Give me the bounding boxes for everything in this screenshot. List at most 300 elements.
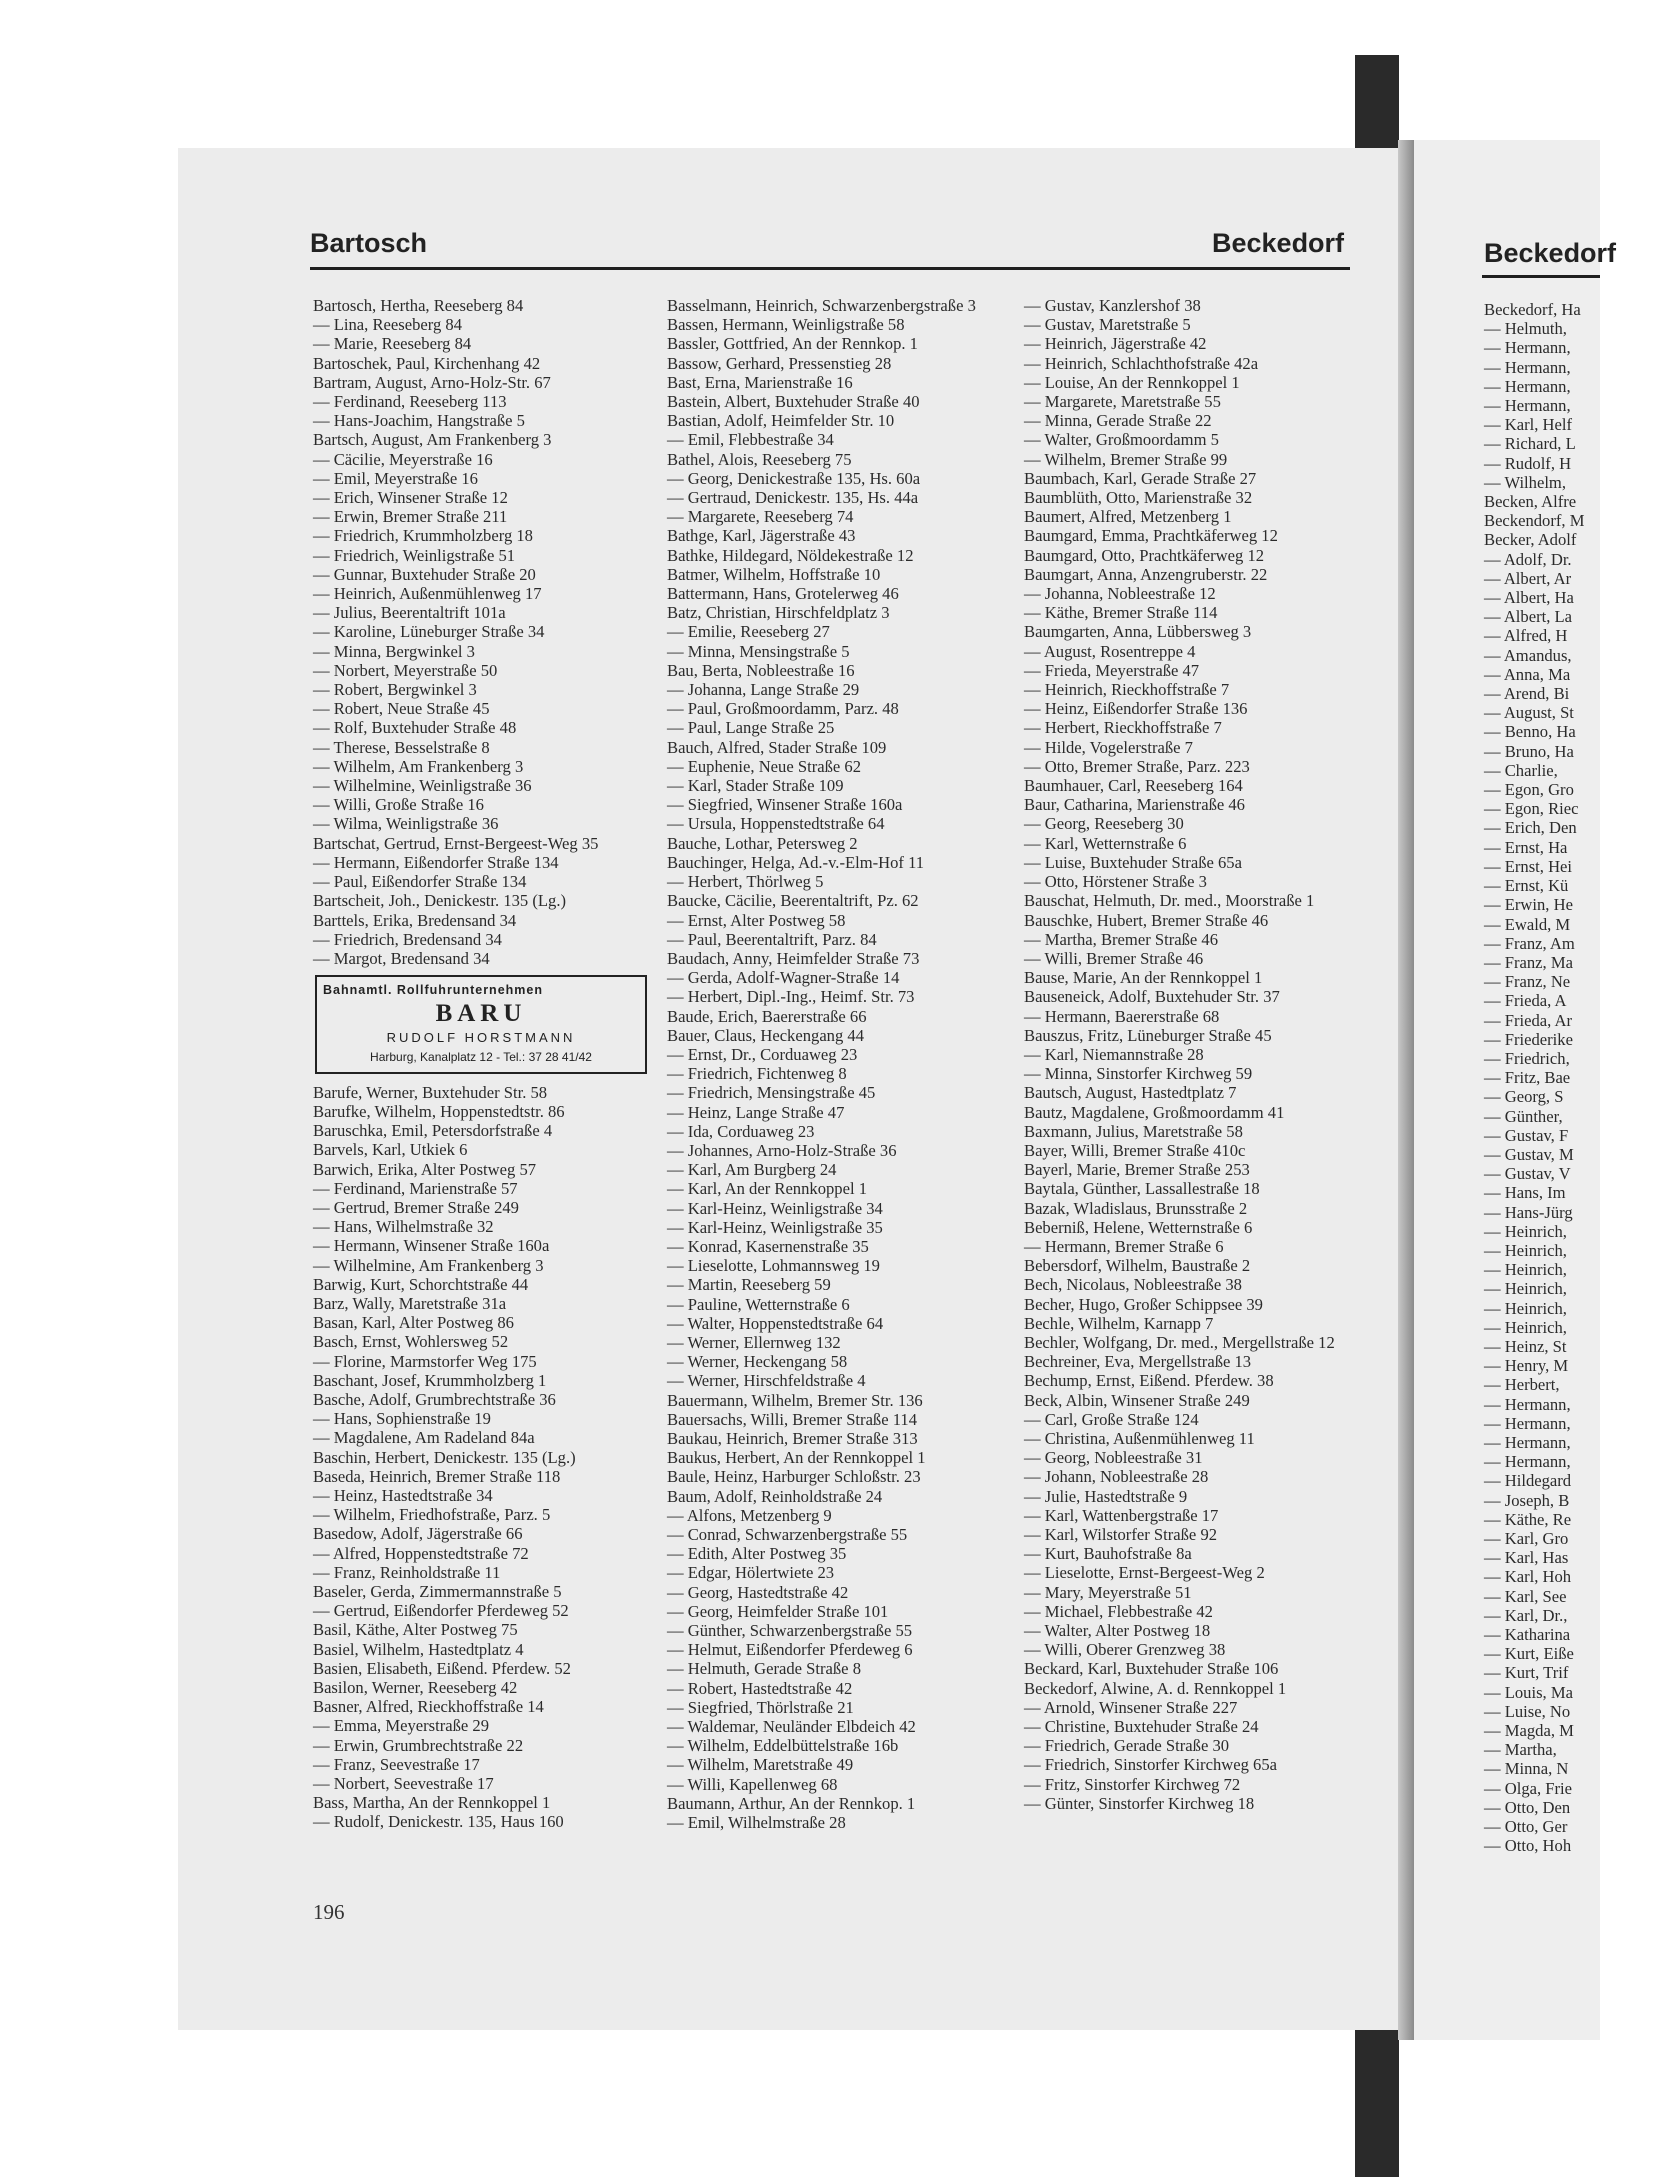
directory-entry: — Emil, Flebbestraße 34: [667, 430, 834, 450]
directory-entry: — Albert, Ar: [1484, 568, 1572, 588]
directory-entry: — Margot, Bredensand 34: [313, 948, 490, 968]
directory-entry: — Kurt, Trif: [1484, 1663, 1569, 1683]
header-rule: [310, 267, 1350, 270]
directory-entry: — Ernst, Alter Postweg 58: [667, 910, 846, 930]
directory-entry: Bauersachs, Willi, Bremer Straße 114: [667, 1409, 918, 1429]
directory-entry: — Käthe, Re: [1484, 1509, 1572, 1529]
directory-entry: — Willi, Oberer Grenzweg 38: [1024, 1640, 1226, 1660]
directory-entry: Bartram, August, Arno-Holz-Str. 67: [313, 372, 551, 392]
directory-entry: Barwich, Erika, Alter Postweg 57: [313, 1159, 537, 1179]
directory-entry: — Frieda, Ar: [1484, 1010, 1573, 1030]
directory-entry: — Friedrich, Krummholzberg 18: [313, 526, 533, 546]
directory-entry: — Lieselotte, Lohmannsweg 19: [667, 1256, 880, 1276]
directory-entry: — Käthe, Bremer Straße 114: [1024, 603, 1218, 623]
directory-entry: — Johannes, Arno-Holz-Straße 36: [667, 1140, 897, 1160]
directory-entry: — Erwin, Bremer Straße 211: [313, 507, 508, 527]
directory-entry: — Karl, Hoh: [1484, 1567, 1572, 1587]
directory-entry: — Heinz, Eißendorfer Straße 136: [1024, 699, 1248, 719]
directory-entry: — Minna, Sinstorfer Kirchweg 59: [1024, 1064, 1253, 1084]
directory-entry: — Franz, Seevestraße 17: [313, 1754, 480, 1774]
directory-entry: — Euphenie, Neue Straße 62: [667, 756, 861, 776]
directory-entry: — Charlie,: [1484, 760, 1558, 780]
directory-entry: Bassow, Gerhard, Pressenstieg 28: [667, 353, 892, 373]
directory-entry: — Minna, N: [1484, 1759, 1569, 1779]
running-head-next-page: Beckedorf: [1484, 238, 1617, 268]
directory-entry: — Martin, Reeseberg 59: [667, 1275, 831, 1295]
directory-entry: — Robert, Bergwinkel 3: [313, 680, 477, 700]
ad-brand-name: BARU: [435, 1000, 527, 1028]
directory-entry: — Helmuth, Gerade Straße 8: [667, 1659, 861, 1679]
directory-entry: — Willi, Große Straße 16: [313, 795, 484, 815]
directory-entry: — Franz, Ne: [1484, 972, 1571, 992]
directory-entry: — Hans, Wilhelmstraße 32: [313, 1217, 494, 1237]
directory-entry: — Egon, Gro: [1484, 780, 1574, 800]
directory-entry: — Erich, Den: [1484, 818, 1577, 838]
directory-entry: — Bruno, Ha: [1484, 741, 1574, 761]
directory-entry: — Wilhelm, Am Frankenberg 3: [313, 756, 524, 776]
directory-entry: — Ewald, M: [1484, 914, 1571, 934]
directory-entry: — Karl, Wilstorfer Straße 92: [1024, 1525, 1218, 1544]
directory-entry: — Heinrich,: [1484, 1240, 1567, 1260]
directory-entry: — Wilhelm, Bremer Straße 99: [1024, 449, 1228, 469]
directory-entry: — Paul, Eißendorfer Straße 134: [313, 872, 527, 892]
directory-entry: Basche, Adolf, Grumbrechtstraße 36: [313, 1389, 556, 1409]
directory-entry: — Mary, Meyerstraße 51: [1024, 1582, 1192, 1602]
directory-entry: — Ernst, Dr., Corduaweg 23: [667, 1044, 858, 1064]
directory-entry: — Heinrich, Rieckhoffstraße 7: [1024, 680, 1230, 700]
directory-entry: — Friederike: [1484, 1029, 1573, 1049]
directory-entry: Barufe, Werner, Buxtehuder Str. 58: [313, 1082, 548, 1102]
directory-entry: — Karl, Has: [1484, 1548, 1569, 1568]
directory-entry: Basselmann, Heinrich, Schwarzenbergstraße 3: [667, 296, 976, 315]
directory-entry: Beckendorf, M: [1484, 511, 1585, 531]
directory-entry: Baumert, Alfred, Metzenberg 1: [1024, 507, 1232, 527]
directory-entry: — Karl, Stader Straße 109: [667, 776, 844, 796]
directory-entry: — Emma, Meyerstraße 29: [313, 1716, 490, 1736]
directory-entry: Bechump, Ernst, Eißend. Pferdew. 38: [1024, 1371, 1274, 1391]
directory-entry: Bechler, Wolfgang, Dr. med., Mergellstraße 12: [1024, 1332, 1335, 1352]
directory-entry: — Wilhelm, Friedhofstraße, Parz. 5: [313, 1505, 551, 1525]
directory-entry: — Julius, Beerentaltrift 101a: [313, 603, 506, 623]
directory-entry: — Margarete, Reeseberg 74: [667, 507, 854, 527]
directory-entry: Basil, Käthe, Alter Postweg 75: [313, 1620, 518, 1640]
directory-entry: — Christina, Außenmühlenweg 11: [1024, 1428, 1255, 1448]
directory-entry: — Rudolf, H: [1484, 453, 1572, 473]
directory-column-1: [313, 296, 647, 1832]
directory-entry: — Fritz, Bae: [1484, 1068, 1571, 1088]
directory-entry: Bauche, Lothar, Petersweg 2: [667, 833, 858, 853]
directory-entry: — Herbert, Thörlweg 5: [667, 872, 824, 892]
directory-entry: Bathke, Hildegard, Nöldekestraße 12: [667, 545, 914, 565]
directory-entry: — Egon, Riec: [1484, 799, 1579, 819]
directory-entry: — Erwin, He: [1484, 895, 1573, 915]
directory-entry: — Arend, Bi: [1484, 684, 1570, 704]
directory-entry: — Günther, Schwarzenbergstraße 55: [667, 1621, 913, 1641]
directory-entry: — Heinrich,: [1484, 1279, 1567, 1299]
directory-entry: — Hermann,: [1484, 338, 1571, 358]
directory-entry: Bartschat, Gertrud, Ernst-Bergeest-Weg 35: [313, 833, 599, 853]
directory-entry: — Hans-Joachim, Hangstraße 5: [313, 411, 525, 431]
directory-entry: Bass, Martha, An der Rennkoppel 1: [313, 1793, 551, 1813]
directory-entry: Bauch, Alfred, Stader Straße 109: [667, 737, 887, 757]
directory-entry: — Hermann,: [1484, 396, 1571, 416]
directory-entry: Baseler, Gerda, Zimmermannstraße 5: [313, 1582, 562, 1601]
directory-entry: — Heinz, St: [1484, 1336, 1567, 1356]
directory-entry: — Kurt, Bauhofstraße 8a: [1024, 1544, 1192, 1564]
directory-entry: — Gertraud, Denickestr. 135, Hs. 44a: [667, 488, 919, 508]
directory-entry: — Christine, Buxtehuder Straße 24: [1024, 1717, 1259, 1737]
directory-entry: — Fritz, Sinstorfer Kirchweg 72: [1024, 1774, 1241, 1794]
directory-entry: Bauchinger, Helga, Ad.-v.-Elm-Hof 11: [667, 852, 925, 872]
directory-entry: — Alfred, Hoppenstedtstraße 72: [313, 1543, 529, 1563]
directory-entry: — Heinz, Hastedtstraße 34: [313, 1485, 493, 1505]
directory-entry: Barufke, Wilhelm, Hoppenstedtstr. 86: [313, 1101, 565, 1121]
directory-entry: Baxmann, Julius, Maretstraße 58: [1024, 1121, 1243, 1141]
directory-entry: — Gerda, Adolf-Wagner-Straße 14: [667, 968, 900, 988]
directory-entry: Bau, Berta, Nobleestraße 16: [667, 660, 855, 680]
directory-entry: — August, St: [1484, 703, 1574, 723]
directory-entry: — Otto, Den: [1484, 1797, 1571, 1817]
directory-entry: — Joseph, B: [1484, 1490, 1570, 1510]
directory-entry: — Franz, Reinholdstraße 11: [313, 1562, 501, 1582]
directory-entry: — Lieselotte, Ernst-Bergeest-Weg 2: [1024, 1563, 1265, 1583]
directory-entry: Beckard, Karl, Buxtehuder Straße 106: [1024, 1659, 1279, 1679]
directory-entry: — Minna, Bergwinkel 3: [313, 641, 475, 661]
directory-entry: — Otto, Ger: [1484, 1817, 1568, 1837]
directory-entry: — Martha, Bremer Straße 46: [1024, 929, 1218, 949]
directory-entry: — Alfons, Metzenberg 9: [667, 1505, 832, 1525]
directory-entry: Bartsch, August, Am Frankenberg 3: [313, 430, 552, 450]
directory-entry: Baucke, Cäcilie, Beerentaltrift, Pz. 62: [667, 891, 919, 911]
directory-entry: — Herbert, Dipl.-Ing., Heimf. Str. 73: [667, 987, 915, 1007]
directory-entry: — Werner, Hirschfeldstraße 4: [667, 1371, 866, 1391]
directory-entry: — Hilde, Vogelerstraße 7: [1024, 737, 1193, 757]
directory-entry: — Adolf, Dr.: [1484, 549, 1572, 569]
directory-entry: Bayerl, Marie, Bremer Straße 253: [1024, 1160, 1250, 1180]
directory-entry: — Henry, M: [1484, 1356, 1569, 1376]
directory-entry: — Edgar, Hölertwiete 23: [667, 1563, 835, 1583]
directory-entry: Bartscheit, Joh., Denickestr. 135 (Lg.): [313, 891, 566, 911]
directory-entry: Baule, Heinz, Harburger Schloßstr. 23: [667, 1467, 921, 1487]
directory-entry: — Otto, Hörstener Straße 3: [1024, 872, 1207, 892]
directory-entry: — Karl, An der Rennkoppel 1: [667, 1179, 868, 1199]
directory-entry: Basner, Alfred, Rieckhoffstraße 14: [313, 1697, 544, 1717]
directory-entry: — Helmuth,: [1484, 319, 1567, 339]
directory-entry: — Magda, M: [1484, 1721, 1574, 1741]
directory-entry: — Hermann, Bremer Straße 6: [1024, 1236, 1224, 1256]
directory-entry: Bechle, Wilhelm, Karnapp 7: [1024, 1313, 1214, 1333]
directory-entry: — Wilhelmine, Weinligstraße 36: [313, 776, 532, 796]
directory-entry: — Conrad, Schwarzenbergstraße 55: [667, 1525, 908, 1544]
directory-entry: — Otto, Hoh: [1484, 1836, 1572, 1856]
directory-entry: Bauermann, Wilhelm, Bremer Str. 136: [667, 1390, 923, 1410]
directory-entry: — Willi, Kapellenweg 68: [667, 1774, 838, 1794]
directory-entry: — Julie, Hastedtstraße 9: [1024, 1486, 1188, 1506]
directory-entry: — Albert, La: [1484, 607, 1573, 627]
directory-entry: Becken, Alfre: [1484, 492, 1577, 512]
directory-entry: — Hans-Jürg: [1484, 1202, 1573, 1222]
directory-column-3: [1024, 296, 1362, 1813]
directory-entry: Baukus, Herbert, An der Rennkoppel 1: [667, 1448, 926, 1468]
directory-entry: Baum, Adolf, Reinholdstraße 24: [667, 1486, 883, 1506]
directory-entry: Baschin, Herbert, Denickestr. 135 (Lg.): [313, 1447, 576, 1467]
directory-entry: — Hermann, Baererstraße 68: [1024, 1006, 1220, 1026]
directory-entry: — Louis, Ma: [1484, 1682, 1573, 1702]
directory-entry: — Ida, Corduaweg 23: [667, 1121, 815, 1141]
directory-entry: — Robert, Hastedtstraße 42: [667, 1678, 853, 1698]
directory-entry: Barwig, Kurt, Schorchtstraße 44: [313, 1274, 529, 1294]
directory-entry: — Karl, Dr.,: [1484, 1605, 1568, 1625]
directory-entry: — Siegfried, Thörlstraße 21: [667, 1697, 854, 1717]
directory-entry: — Margarete, Maretstraße 55: [1024, 392, 1221, 412]
directory-entry: Baruschka, Emil, Petersdorfstraße 4: [313, 1121, 553, 1141]
directory-entry: — Karl, Wetternstraße 6: [1024, 833, 1187, 853]
directory-entry: — Hildegard: [1484, 1471, 1572, 1491]
directory-entry: — Minna, Gerade Straße 22: [1024, 411, 1212, 431]
directory-entry: — Ferdinand, Marienstraße 57: [313, 1178, 518, 1198]
directory-entry: — Olga, Frie: [1484, 1778, 1573, 1798]
directory-entry: — Georg, Heimfelder Straße 101: [667, 1601, 889, 1621]
directory-entry: Bayer, Willi, Bremer Straße 410c: [1024, 1140, 1246, 1160]
directory-entry: — Johanna, Lange Straße 29: [667, 680, 860, 700]
directory-entry: — Albert, Ha: [1484, 588, 1574, 608]
directory-entry: — Walter, Großmoordamm 5: [1024, 430, 1219, 450]
directory-entry: — Gertrud, Bremer Straße 249: [313, 1197, 519, 1217]
directory-entry: Baschant, Josef, Krummholzberg 1: [313, 1370, 547, 1390]
directory-entry: — August, Rosentreppe 4: [1024, 641, 1196, 661]
ad-address: Harburg, Kanalplatz 12 - Tel.: 37 28 41/42: [370, 1049, 592, 1064]
directory-entry: — Konrad, Kasernenstraße 35: [667, 1236, 869, 1256]
directory-entry: Baukau, Heinrich, Bremer Straße 313: [667, 1428, 918, 1448]
directory-entry: — Friedrich, Fichtenweg 8: [667, 1064, 847, 1084]
directory-entry: — Friedrich, Gerade Straße 30: [1024, 1736, 1230, 1756]
ad-owner: RUDOLF HORSTMANN: [386, 1030, 576, 1046]
directory-entry: — Richard, L: [1484, 434, 1576, 454]
directory-entry: — Heinrich,: [1484, 1260, 1567, 1280]
directory-entry: — Georg, S: [1484, 1087, 1564, 1107]
directory-entry: Battermann, Hans, Grotelerweg 46: [667, 584, 899, 604]
directory-entry: — Paul, Lange Straße 25: [667, 718, 835, 738]
directory-entry: Bech, Nicolaus, Nobleestraße 38: [1024, 1275, 1242, 1295]
advertisement-baru: [315, 975, 647, 1074]
directory-entry: — Wilma, Weinligstraße 36: [313, 814, 499, 834]
header-rule-next-page: [1482, 275, 1600, 278]
directory-entry: — Werner, Ellernweg 132: [667, 1332, 841, 1352]
directory-entry: — Friedrich, Weinligstraße 51: [313, 545, 516, 565]
directory-entry: — Heinrich, Außenmühlenweg 17: [313, 584, 542, 604]
directory-entry: — Friedrich,: [1484, 1048, 1570, 1068]
directory-entry: Becker, Adolf: [1484, 530, 1577, 550]
directory-entry: — Wilhelm, Maretstraße 49: [667, 1755, 854, 1775]
directory-entry: — Gustav, Maretstraße 5: [1024, 315, 1191, 335]
directory-entry: — Paul, Beerentaltrift, Parz. 84: [667, 929, 877, 949]
page-number: 196: [313, 1900, 345, 1924]
directory-entry: — Gustav, M: [1484, 1144, 1574, 1164]
directory-entry: — Georg, Hastedtstraße 42: [667, 1582, 849, 1602]
directory-entry: — Hermann, Winsener Straße 160a: [313, 1236, 550, 1256]
directory-entry: Baumgarten, Anna, Lübbersweg 3: [1024, 622, 1252, 642]
directory-entry: — Rolf, Buxtehuder Straße 48: [313, 718, 517, 738]
directory-entry: Baseda, Heinrich, Bremer Straße 118: [313, 1466, 561, 1486]
directory-entry: — Erwin, Grumbrechtstraße 22: [313, 1735, 524, 1755]
directory-entry: — Hermann,: [1484, 1452, 1571, 1472]
directory-entry: — Carl, Große Straße 124: [1024, 1409, 1199, 1429]
directory-entry: — Hermann,: [1484, 376, 1571, 396]
directory-entry: — Anna, Ma: [1484, 664, 1571, 684]
directory-entry: — Louise, An der Rennkoppel 1: [1024, 372, 1240, 392]
directory-entry: — Willi, Bremer Straße 46: [1024, 948, 1204, 968]
directory-entry: — Hermann,: [1484, 1413, 1571, 1433]
directory-entry: — Rudolf, Denickestr. 135, Haus 160: [313, 1812, 564, 1832]
directory-entry: Basch, Ernst, Wohlersweg 52: [313, 1332, 509, 1352]
directory-entry: — Martha,: [1484, 1740, 1557, 1760]
directory-entry: — Waldemar, Neuländer Elbdeich 42: [667, 1717, 916, 1737]
directory-entry: Bebersdorf, Wilhelm, Baustraße 2: [1024, 1256, 1251, 1276]
directory-entry: — Heinrich, Schlachthofstraße 42a: [1024, 353, 1259, 373]
directory-entry: — Wilhelm,: [1484, 472, 1566, 492]
directory-entry: Bautz, Magdalene, Großmoordamm 41: [1024, 1102, 1285, 1122]
directory-entry: Bauschat, Helmuth, Dr. med., Moorstraße 1: [1024, 891, 1315, 911]
directory-entry: Bazak, Wladislaus, Brunsstraße 2: [1024, 1198, 1248, 1218]
directory-entry: — Emilie, Reeseberg 27: [667, 622, 830, 642]
directory-entry: Barttels, Erika, Bredensand 34: [313, 910, 517, 930]
directory-entry: Baumgart, Anna, Anzengruberstr. 22: [1024, 564, 1268, 584]
directory-entry: — Heinz, Lange Straße 47: [667, 1102, 845, 1122]
directory-entry: — Magdalene, Am Radeland 84a: [313, 1428, 535, 1448]
directory-entry: — Katharina: [1484, 1625, 1571, 1645]
running-head-right: Beckedorf: [1212, 228, 1345, 258]
directory-entry: Bechreiner, Eva, Mergellstraße 13: [1024, 1352, 1252, 1372]
directory-entry: — Karl, See: [1484, 1586, 1567, 1606]
directory-entry: — Emil, Meyerstraße 16: [313, 468, 478, 488]
directory-entry: — Gustav, V: [1484, 1164, 1571, 1184]
directory-entry: — Heinrich,: [1484, 1298, 1567, 1318]
directory-entry: — Karl, Gro: [1484, 1529, 1569, 1548]
directory-entry: Baur, Catharina, Marienstraße 46: [1024, 795, 1245, 815]
directory-entry: Beck, Albin, Winsener Straße 249: [1024, 1390, 1250, 1410]
directory-entry: Baytala, Günther, Lassallestraße 18: [1024, 1179, 1260, 1199]
directory-entry: — Norbert, Seevestraße 17: [313, 1774, 494, 1794]
directory-entry: Bathge, Karl, Jägerstraße 43: [667, 526, 856, 546]
directory-entry: — Luise, No: [1484, 1701, 1571, 1721]
directory-entry: — Ernst, Hei: [1484, 856, 1573, 876]
directory-entry: Bauseneick, Adolf, Buxtehuder Str. 37: [1024, 987, 1280, 1007]
directory-entry: — Luise, Buxtehuder Straße 65a: [1024, 852, 1242, 872]
directory-entry: — Werner, Heckengang 58: [667, 1352, 848, 1372]
directory-entry: — Gunnar, Buxtehuder Straße 20: [313, 564, 536, 584]
directory-entry: — Frieda, A: [1484, 991, 1567, 1011]
directory-entry: — Georg, Denickestraße 135, Hs. 60a: [667, 468, 921, 488]
directory-entry: — Günter, Sinstorfer Kirchweg 18: [1024, 1793, 1255, 1813]
running-head-left: Bartosch: [310, 228, 428, 258]
directory-entry: — Marie, Reeseberg 84: [313, 334, 472, 354]
directory-entry: Barvels, Karl, Utkiek 6: [313, 1140, 468, 1160]
directory-entry: — Amandus,: [1484, 645, 1572, 665]
directory-entry: Batz, Christian, Hirschfeldplatz 3: [667, 603, 890, 623]
directory-entry: — Arnold, Winsener Straße 227: [1024, 1697, 1238, 1717]
directory-entry: — Gustav, Kanzlershof 38: [1024, 296, 1201, 315]
directory-entry: Bartosch, Hertha, Reeseberg 84: [313, 296, 524, 315]
directory-entry: — Wilhelm, Eddelbüttelstraße 16b: [667, 1736, 899, 1756]
directory-entry: Bassen, Hermann, Weinligstraße 58: [667, 315, 905, 335]
directory-entry: Bartoschek, Paul, Kirchenhang 42: [313, 353, 541, 373]
directory-entry: — Norbert, Meyerstraße 50: [313, 660, 498, 680]
directory-entry: Basan, Karl, Alter Postweg 86: [313, 1313, 514, 1333]
directory-entry: — Heinrich,: [1484, 1221, 1567, 1241]
directory-entry: — Hermann, Eißendorfer Straße 134: [313, 852, 559, 872]
directory-entry: Batmer, Wilhelm, Hoffstraße 10: [667, 564, 881, 584]
directory-entry: Baumann, Arthur, An der Rennkop. 1: [667, 1793, 916, 1813]
directory-entry: — Ernst, Ha: [1484, 837, 1568, 857]
directory-entry: Baudach, Anny, Heimfelder Straße 73: [667, 948, 920, 968]
directory-entry: Bathel, Alois, Reeseberg 75: [667, 449, 852, 469]
directory-entry: Bast, Erna, Marienstraße 16: [667, 372, 853, 392]
directory-entry: — Ferdinand, Reeseberg 113: [313, 392, 507, 412]
directory-entry: — Karoline, Lüneburger Straße 34: [313, 622, 545, 642]
directory-entry: — Karl, Niemannstraße 28: [1024, 1044, 1204, 1064]
directory-entry: Baude, Erich, Baererstraße 66: [667, 1006, 867, 1026]
directory-entry: — Heinrich,: [1484, 1317, 1567, 1337]
directory-entry: — Otto, Bremer Straße, Parz. 223: [1024, 756, 1250, 776]
directory-entry: — Heinrich, Jägerstraße 42: [1024, 334, 1207, 354]
directory-entry: — Franz, Am: [1484, 933, 1575, 953]
directory-entry: — Paul, Großmoordamm, Parz. 48: [667, 699, 899, 719]
directory-entry: Bauschke, Hubert, Bremer Straße 46: [1024, 910, 1269, 930]
directory-entry: — Friedrich, Mensingstraße 45: [667, 1083, 876, 1103]
directory-entry: — Emil, Wilhelmstraße 28: [667, 1813, 846, 1833]
directory-entry: Baumgard, Otto, Prachtkäferweg 12: [1024, 545, 1265, 565]
directory-entry: Barz, Wally, Maretstraße 31a: [313, 1293, 507, 1313]
directory-entry: — Pauline, Wetternstraße 6: [667, 1294, 850, 1314]
directory-entry: Basiel, Wilhelm, Hastedtplatz 4: [313, 1639, 524, 1659]
directory-entry: — Wilhelmine, Am Frankenberg 3: [313, 1255, 544, 1275]
directory-entry: Becher, Hugo, Großer Schippsee 39: [1024, 1294, 1263, 1314]
directory-entry: Baumgard, Emma, Prachtkäferweg 12: [1024, 526, 1278, 546]
directory-entry: — Kurt, Eiße: [1484, 1644, 1574, 1664]
directory-entry: — Lina, Reeseberg 84: [313, 315, 462, 335]
directory-entry: — Georg, Nobleestraße 31: [1024, 1448, 1203, 1468]
directory-entry: Bause, Marie, An der Rennkoppel 1: [1024, 968, 1263, 988]
directory-entry: — Ursula, Hoppenstedtstraße 64: [667, 814, 885, 834]
directory-entry: Beckedorf, Ha: [1484, 300, 1581, 319]
directory-entry: — Walter, Hoppenstedtstraße 64: [667, 1313, 884, 1333]
directory-entry: Basien, Elisabeth, Eißend. Pferdew. 52: [313, 1658, 571, 1678]
directory-entry: — Karl-Heinz, Weinligstraße 34: [667, 1198, 883, 1218]
directory-entry: — Karl, Helf: [1484, 415, 1573, 435]
directory-entry: — Johann, Nobleestraße 28: [1024, 1467, 1209, 1487]
directory-entry: — Karl-Heinz, Weinligstraße 35: [667, 1217, 883, 1237]
directory-entry: — Herbert, Rieckhoffstraße 7: [1024, 718, 1222, 738]
directory-entry: — Ernst, Kü: [1484, 876, 1569, 896]
directory-entry: — Gertrud, Eißendorfer Pferdeweg 52: [313, 1601, 569, 1621]
directory-entry: — Karl, Wattenbergstraße 17: [1024, 1505, 1219, 1525]
directory-entry: Baumhauer, Carl, Reeseberg 164: [1024, 776, 1243, 796]
directory-entry: — Frieda, Meyerstraße 47: [1024, 660, 1200, 680]
directory-entry: — Karl, Am Burgberg 24: [667, 1160, 837, 1180]
directory-entry: — Franz, Ma: [1484, 952, 1573, 972]
directory-entry: — Helmut, Eißendorfer Pferdeweg 6: [667, 1640, 913, 1660]
directory-entry: — Siegfried, Winsener Straße 160a: [667, 795, 903, 815]
directory-entry: Beckedorf, Alwine, A. d. Rennkoppel 1: [1024, 1678, 1287, 1698]
directory-entry: — Friedrich, Bredensand 34: [313, 929, 502, 949]
page-fold-shadow: [1398, 140, 1414, 2040]
directory-entry: Basedow, Adolf, Jägerstraße 66: [313, 1524, 523, 1544]
directory-entry: — Walter, Alter Postweg 18: [1024, 1621, 1211, 1641]
directory-entry: — Therese, Besselstraße 8: [313, 737, 490, 757]
directory-column-next-page: [1484, 300, 1664, 1855]
directory-entry: Beberniß, Helene, Wetternstraße 6: [1024, 1217, 1253, 1237]
directory-entry: — Alfred, H: [1484, 626, 1568, 646]
